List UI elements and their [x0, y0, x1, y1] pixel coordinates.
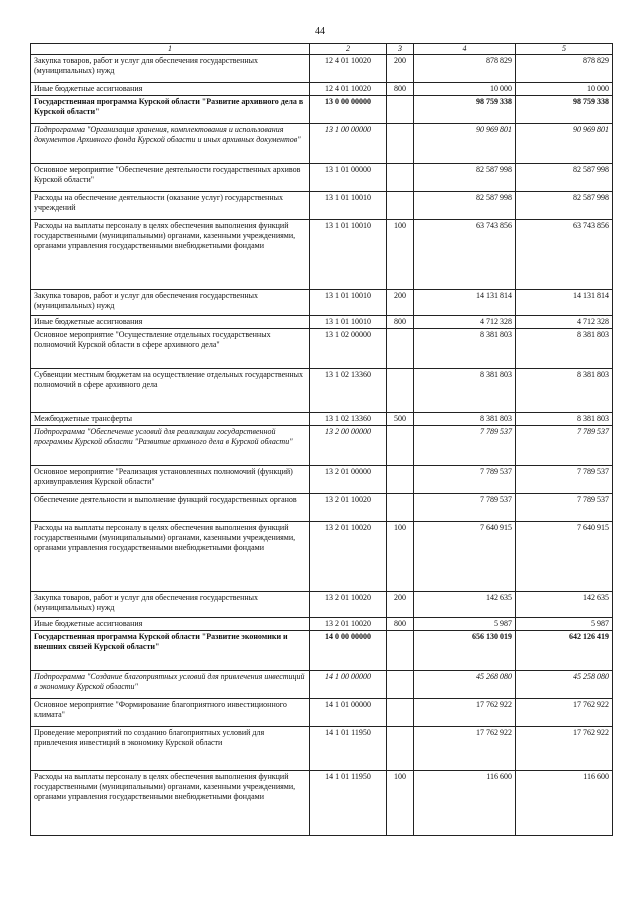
row-name: Расходы на обеспечение деятельности (оказание услуг) государственных учреждений — [31, 192, 310, 220]
row-expense-type — [387, 164, 414, 192]
row-amount-year-1: 142 635 — [414, 592, 516, 618]
row-expense-type — [387, 727, 414, 771]
row-name: Основное мероприятие "Обеспечение деятельности государственных архивов Курской области" — [31, 164, 310, 192]
row-amount-year-2: 142 635 — [516, 592, 613, 618]
row-target-code: 13 2 01 10020 — [310, 522, 387, 592]
table-row — [31, 727, 613, 771]
row-name: Подпрограмма "Создание благоприятных условий для привлечения инвестиций в экономику Курской области" — [31, 671, 310, 699]
row-expense-type — [387, 96, 414, 124]
row-amount-year-2: 14 131 814 — [516, 290, 613, 316]
row-amount-year-1: 4 712 328 — [414, 316, 516, 329]
row-expense-type — [387, 466, 414, 494]
row-amount-year-2: 90 969 801 — [516, 124, 613, 164]
row-amount-year-1: 8 381 803 — [414, 369, 516, 413]
row-amount-year-2: 4 712 328 — [516, 316, 613, 329]
header-col-2: 2 — [310, 44, 387, 55]
header-col-1: 1 — [31, 44, 310, 55]
row-amount-year-2: 45 258 080 — [516, 671, 613, 699]
row-target-code: 14 1 01 00000 — [310, 699, 387, 727]
table-row — [31, 618, 613, 631]
table-row — [31, 522, 613, 592]
table-row — [31, 592, 613, 618]
row-expense-type — [387, 494, 414, 522]
row-amount-year-1: 7 640 915 — [414, 522, 516, 592]
row-amount-year-2: 116 600 — [516, 771, 613, 836]
row-expense-type — [387, 192, 414, 220]
row-expense-type — [387, 329, 414, 369]
table-row — [31, 83, 613, 96]
row-name: Закупка товаров, работ и услуг для обеспечения государственных (муниципальных) нужд — [31, 290, 310, 316]
table-row — [31, 329, 613, 369]
header-col-5: 5 — [516, 44, 613, 55]
row-expense-type: 200 — [387, 55, 414, 83]
row-amount-year-2: 8 381 803 — [516, 329, 613, 369]
row-target-code: 13 1 01 10010 — [310, 220, 387, 290]
row-amount-year-1: 10 000 — [414, 83, 516, 96]
row-expense-type: 100 — [387, 771, 414, 836]
row-name: Закупка товаров, работ и услуг для обеспечения государственных (муниципальных) нужд — [31, 592, 310, 618]
row-amount-year-1: 8 381 803 — [414, 329, 516, 369]
row-amount-year-1: 82 587 998 — [414, 192, 516, 220]
row-expense-type: 100 — [387, 522, 414, 592]
table-row — [31, 220, 613, 290]
table-body — [31, 55, 613, 836]
row-expense-type — [387, 369, 414, 413]
table-row — [31, 124, 613, 164]
page-number: 44 — [315, 26, 325, 37]
row-expense-type: 200 — [387, 592, 414, 618]
row-amount-year-2: 7 789 537 — [516, 466, 613, 494]
header-col-4: 4 — [414, 44, 516, 55]
row-target-code: 13 1 00 00000 — [310, 124, 387, 164]
row-target-code: 13 1 01 10010 — [310, 192, 387, 220]
row-amount-year-2: 82 587 998 — [516, 164, 613, 192]
row-amount-year-1: 7 789 537 — [414, 494, 516, 522]
row-name: Иные бюджетные ассигнования — [31, 316, 310, 329]
row-target-code: 13 2 00 00000 — [310, 426, 387, 466]
row-amount-year-1: 90 969 801 — [414, 124, 516, 164]
row-name: Подпрограмма "Организация хранения, комплектования и использования документов Архивного фонда Курской области и иных архивных документов" — [31, 124, 310, 164]
row-target-code: 13 2 01 10020 — [310, 592, 387, 618]
row-expense-type: 800 — [387, 83, 414, 96]
row-amount-year-2: 8 381 803 — [516, 369, 613, 413]
row-amount-year-1: 878 829 — [414, 55, 516, 83]
table-row — [31, 164, 613, 192]
row-amount-year-1: 8 381 803 — [414, 413, 516, 426]
row-amount-year-2: 8 381 803 — [516, 413, 613, 426]
row-name: Основное мероприятие "Реализация установленных полномочий (функций) архивуправления Курской области" — [31, 466, 310, 494]
row-amount-year-1: 63 743 856 — [414, 220, 516, 290]
table-row — [31, 55, 613, 83]
table-row — [31, 192, 613, 220]
table-row — [31, 413, 613, 426]
row-name: Расходы на выплаты персоналу в целях обеспечения выполнения функций государственными (муниципальными) органами, казенными учреждениями, органами управления государственными внебюджетными фондами — [31, 771, 310, 836]
row-name: Иные бюджетные ассигнования — [31, 618, 310, 631]
row-target-code: 14 1 01 11950 — [310, 771, 387, 836]
row-expense-type — [387, 426, 414, 466]
row-target-code: 14 1 00 00000 — [310, 671, 387, 699]
row-amount-year-1: 7 789 537 — [414, 426, 516, 466]
row-target-code: 13 1 02 13360 — [310, 413, 387, 426]
row-amount-year-1: 116 600 — [414, 771, 516, 836]
row-expense-type — [387, 631, 414, 671]
row-expense-type: 800 — [387, 618, 414, 631]
row-name: Основное мероприятие "Осуществление отдельных государственных полномочий Курской области в сфере архивного дела" — [31, 329, 310, 369]
row-name: Субвенции местным бюджетам на осуществление отдельных государственных полномочий в сфере архивного дела — [31, 369, 310, 413]
row-target-code: 13 2 01 00000 — [310, 466, 387, 494]
table-row — [31, 771, 613, 836]
row-amount-year-2: 98 759 338 — [516, 96, 613, 124]
row-target-code: 13 1 01 10010 — [310, 316, 387, 329]
row-amount-year-2: 7 789 537 — [516, 426, 613, 466]
row-target-code: 13 1 01 00000 — [310, 164, 387, 192]
table-row — [31, 96, 613, 124]
row-amount-year-1: 14 131 814 — [414, 290, 516, 316]
row-target-code: 13 2 01 10020 — [310, 494, 387, 522]
row-target-code: 12 4 01 10020 — [310, 55, 387, 83]
row-name: Закупка товаров, работ и услуг для обеспечения государственных (муниципальных) нужд — [31, 55, 310, 83]
row-name: Проведение мероприятий по созданию благоприятных условий для привлечения инвестиций в экономику Курской области — [31, 727, 310, 771]
row-amount-year-2: 82 587 998 — [516, 192, 613, 220]
row-target-code: 12 4 01 10020 — [310, 83, 387, 96]
row-amount-year-2: 63 743 856 — [516, 220, 613, 290]
row-target-code: 13 1 01 10010 — [310, 290, 387, 316]
row-name: Иные бюджетные ассигнования — [31, 83, 310, 96]
table-row — [31, 671, 613, 699]
row-expense-type — [387, 699, 414, 727]
row-name: Государственная программа Курской области "Развитие экономики и внешних связей Курской области" — [31, 631, 310, 671]
row-name: Основное мероприятие "Формирование благоприятного инвестиционного климата" — [31, 699, 310, 727]
row-target-code: 14 1 01 11950 — [310, 727, 387, 771]
row-name: Государственная программа Курской области "Развитие архивного дела в Курской области" — [31, 96, 310, 124]
row-expense-type: 200 — [387, 290, 414, 316]
row-amount-year-1: 17 762 922 — [414, 699, 516, 727]
table-row — [31, 494, 613, 522]
table-row — [31, 369, 613, 413]
table-row — [31, 316, 613, 329]
row-expense-type: 500 — [387, 413, 414, 426]
table-row — [31, 466, 613, 494]
row-amount-year-2: 10 000 — [516, 83, 613, 96]
row-target-code: 13 2 01 10020 — [310, 618, 387, 631]
row-amount-year-2: 17 762 922 — [516, 727, 613, 771]
budget-table — [30, 43, 613, 836]
row-amount-year-1: 17 762 922 — [414, 727, 516, 771]
row-expense-type: 800 — [387, 316, 414, 329]
row-expense-type: 100 — [387, 220, 414, 290]
table-row — [31, 631, 613, 671]
row-amount-year-2: 878 829 — [516, 55, 613, 83]
row-amount-year-2: 17 762 922 — [516, 699, 613, 727]
row-amount-year-1: 5 987 — [414, 618, 516, 631]
table-row — [31, 290, 613, 316]
header-col-3: 3 — [387, 44, 414, 55]
table-row — [31, 426, 613, 466]
row-name: Межбюджетные трансферты — [31, 413, 310, 426]
row-amount-year-1: 82 587 998 — [414, 164, 516, 192]
row-amount-year-2: 5 987 — [516, 618, 613, 631]
row-amount-year-2: 7 789 537 — [516, 494, 613, 522]
row-target-code: 13 1 02 00000 — [310, 329, 387, 369]
row-amount-year-2: 7 640 915 — [516, 522, 613, 592]
row-name: Расходы на выплаты персоналу в целях обеспечения выполнения функций государственными (муниципальными) органами, казенными учреждениями, органами управления государственными внебюджетными фондами — [31, 220, 310, 290]
row-expense-type — [387, 124, 414, 164]
row-expense-type — [387, 671, 414, 699]
row-amount-year-1: 656 130 019 — [414, 631, 516, 671]
table-row — [31, 699, 613, 727]
row-amount-year-2: 642 126 419 — [516, 631, 613, 671]
row-target-code: 13 1 02 13360 — [310, 369, 387, 413]
table-header-row — [31, 44, 613, 55]
row-target-code: 13 0 00 00000 — [310, 96, 387, 124]
row-amount-year-1: 45 268 080 — [414, 671, 516, 699]
row-name: Подпрограмма "Обеспечение условий для реализации государственной программы Курской области "Развитие архивного дела в Курской области" — [31, 426, 310, 466]
row-amount-year-1: 7 789 537 — [414, 466, 516, 494]
row-target-code: 14 0 00 00000 — [310, 631, 387, 671]
row-name: Обеспечение деятельности и выполнение функций государственных органов — [31, 494, 310, 522]
row-amount-year-1: 98 759 338 — [414, 96, 516, 124]
row-name: Расходы на выплаты персоналу в целях обеспечения выполнения функций государственными (муниципальными) органами, казенными учреждениями, органами управления государственными внебюджетными фондами — [31, 522, 310, 592]
